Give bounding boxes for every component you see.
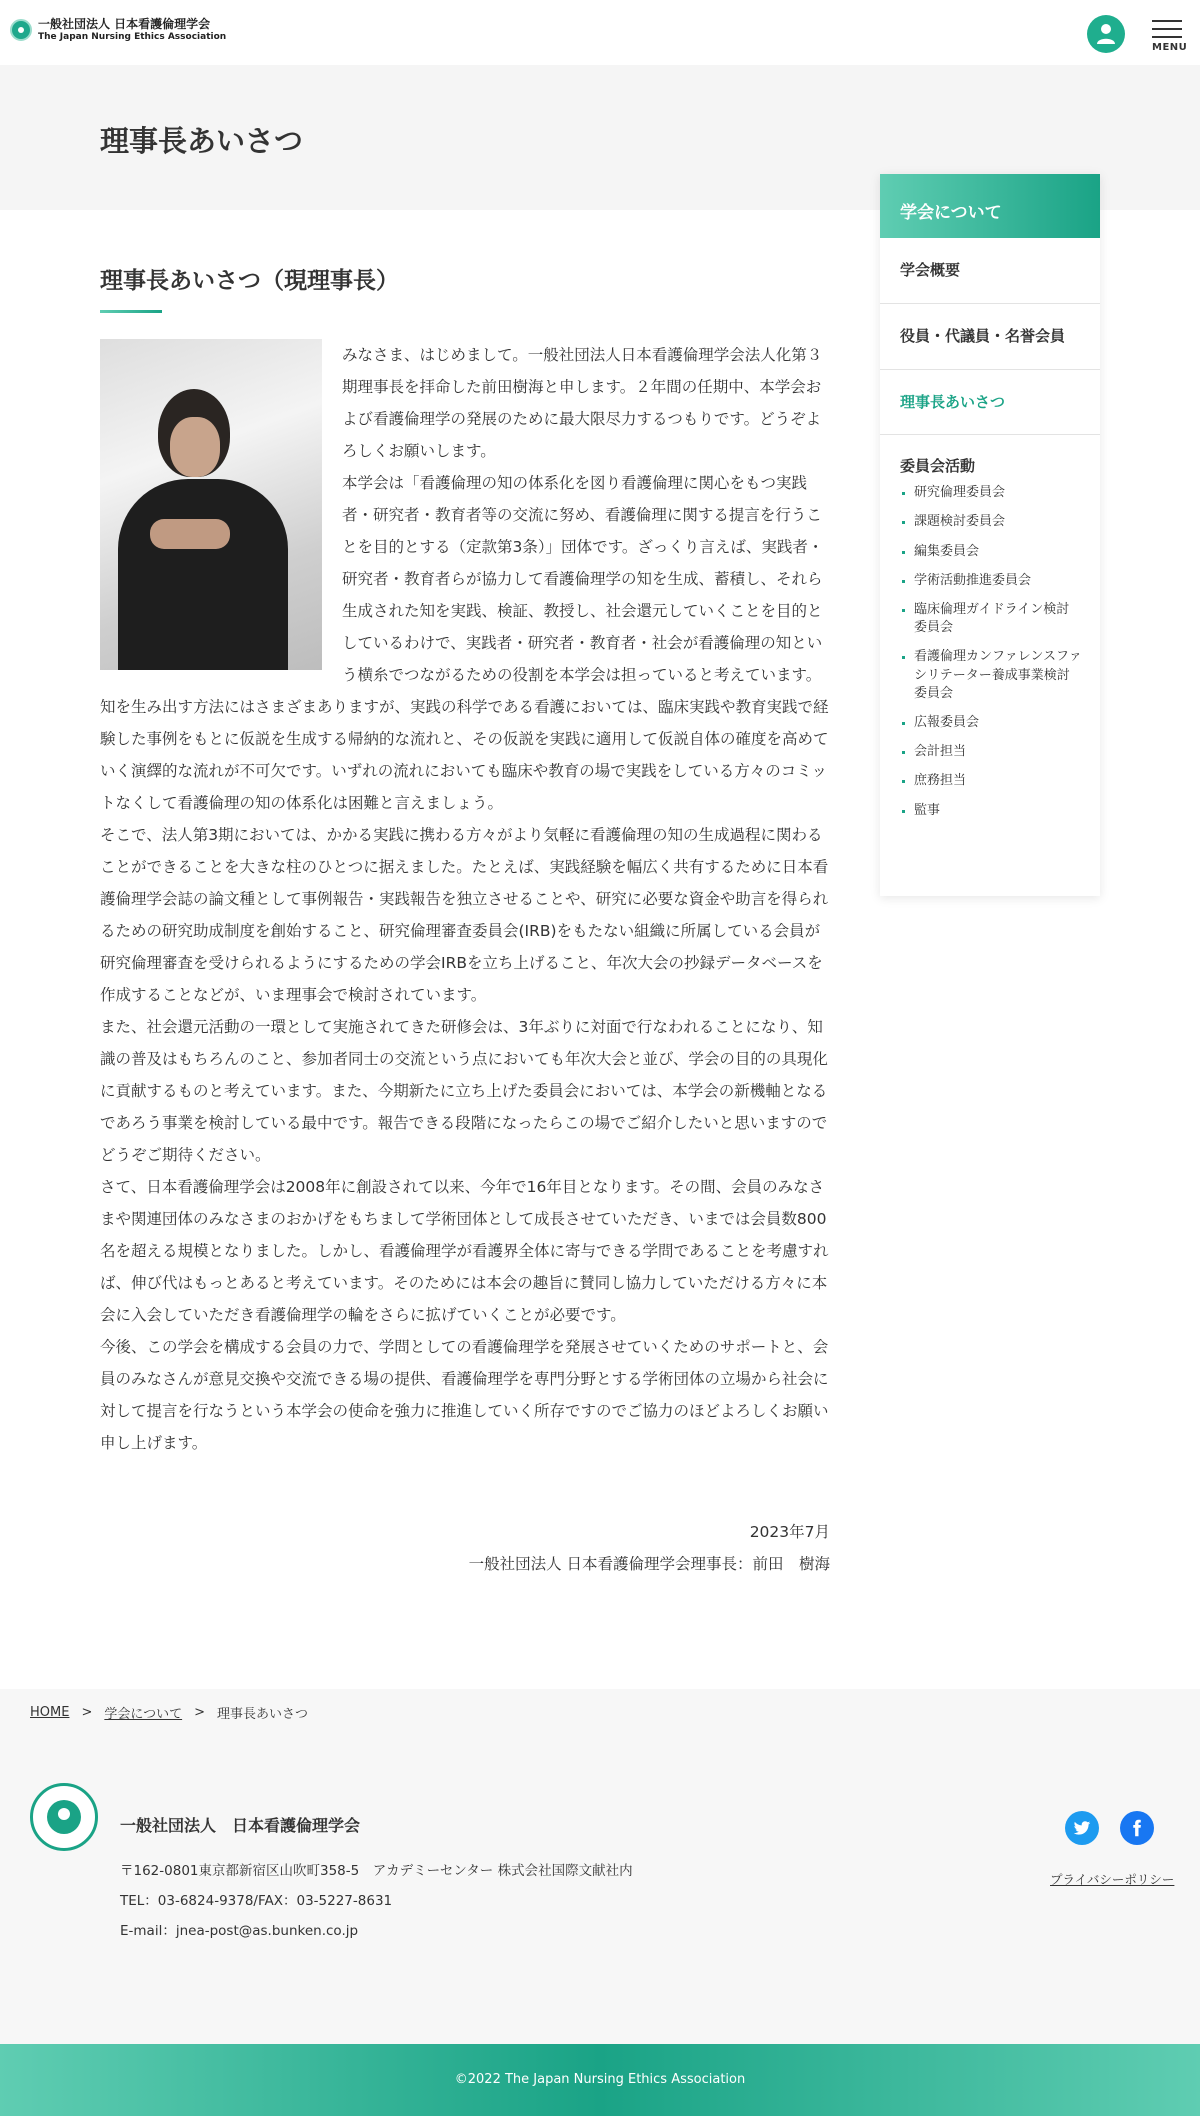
greeting-body <box>100 339 830 1459</box>
menu-label: MENU <box>1152 42 1188 53</box>
logo-english: The Japan Nursing Ethics Association <box>38 31 227 42</box>
photo-hands <box>150 519 230 549</box>
facebook-button[interactable] <box>1120 1811 1154 1845</box>
section-underline <box>100 310 162 313</box>
footer-logo-seal[interactable] <box>30 1783 98 1851</box>
sidebar-subitem-research-ethics[interactable]: 研究倫理委員会 <box>900 484 1082 502</box>
greeting-paragraph: さて、日本看護倫理学会は2008年に創設されて以来、今年で16年目となります。その間、会員のみなさまや関連団体のみなさまのおかげをもちまして学術団体として成長させていただき、いまでは会員数800名を超える規模となりました。しかし、看護倫理学が看護界全体に寄与できる学問であることを考慮すれば、伸び代はもっとあると考えています。そのためには本会の趣旨に賛同し協力していただける方々に本会に入会していただき看護倫理学の輪をさらに拡げていくことが必要です。 <box>100 1178 829 1324</box>
user-icon <box>1096 23 1116 45</box>
greeting-paragraph: 知を生み出す方法にはさまざまありますが、実践の科学である看護においては、臨床実践や教育実践で経験した事例をもとに仮説を生成する帰納的な流れと、その仮説を実践に適用して仮説自体の確度を高めていく演繹的な流れが不可欠です。いずれの流れにおいても臨床や教育の場で実践をしている方々のコミットなくして看護倫理の知の体系化は困難と言えましょう。 <box>100 698 829 812</box>
member-login-button[interactable] <box>1087 15 1125 53</box>
twitter-icon <box>1073 1819 1091 1837</box>
sidebar-subitem-general-affairs[interactable]: 庶務担当 <box>900 772 1082 790</box>
copyright-band <box>0 2044 1200 2116</box>
chairman-photo <box>100 339 322 670</box>
sidebar-committee-list <box>880 476 1100 819</box>
sidebar-subitem-clinical-guideline[interactable]: 臨床倫理ガイドライン検討委員会 <box>900 601 1082 637</box>
photo-body <box>118 479 288 670</box>
sidebar-committees-title[interactable]: 委員会活動 <box>900 457 976 476</box>
greeting-paragraph: また、社会還元活動の一環として実施されてきた研修会は、3年ぶりに対面で行なわれることになり、知識の普及はもちろんのこと、参加者同士の交流という点においても年次大会と並び、学会の目的の具現化に貢献するものと考えています。また、今期新たに立ち上げた委員会においては、本学会の新機軸となるであろう事業を検討している最中です。報告できる段階になったらこの場でご紹介したいと思いますのでどうぞご期待ください。 <box>100 1018 828 1164</box>
breadcrumb-parent[interactable]: 学会について <box>104 1707 183 1722</box>
sidebar-subitem-academic[interactable]: 学術活動推進委員会 <box>900 572 1082 590</box>
greeting-signature: 一般社団法人 日本看護倫理学会理事長：前田 樹海 <box>468 1555 830 1573</box>
breadcrumb-home[interactable]: HOME <box>30 1705 70 1720</box>
sidebar-subitem-auditor[interactable]: 監事 <box>900 802 1082 820</box>
sidebar-subitem-issues[interactable]: 課題検討委員会 <box>900 513 1082 531</box>
site-logo[interactable] <box>10 18 226 42</box>
hamburger-icon-bar <box>1152 36 1182 38</box>
sidebar-heading[interactable]: 学会について <box>880 174 1100 238</box>
logo-mark-icon <box>10 19 32 41</box>
sidebar-subitem-pr[interactable]: 広報委員会 <box>900 714 1082 732</box>
logo-japanese: 一般社団法人 日本看護倫理学会 <box>38 17 211 31</box>
logo-text <box>38 18 226 42</box>
breadcrumb-band <box>0 1689 1200 1733</box>
sidebar-subitem-conference-facilitator[interactable]: 看護倫理カンファレンスファシリテーター養成事業検討委員会 <box>900 648 1082 703</box>
greeting-paragraph: 本学会は「看護倫理の知の体系化を図り看護倫理に関心をもつ実践者・研究者・教育者等の交流に努め、看護倫理に関する提言を行うことを目的とする（定款第3条）」団体です。ざっくり言えば、実践者・研究者・教育者らが協力して看護倫理学の知を生成、蓄積し、それら生成された知を実践、検証、教授し、社会還元していくことを目的としているわけで、実践者・研究者・教育者・社会が看護倫理の知という横糸でつながるための役割を本学会は担っていると考えています。 <box>342 474 824 684</box>
photo-face <box>170 417 220 477</box>
section-title: 理事長あいさつ（現理事長） <box>100 268 399 294</box>
footer-email[interactable]: E-mail：jnea-post@as.bunken.co.jp <box>120 1923 359 1939</box>
facebook-icon <box>1128 1819 1146 1837</box>
twitter-button[interactable] <box>1065 1811 1099 1845</box>
greeting-paragraph: みなさま、はじめまして。一般社団法人日本看護倫理学会法人化第３期理事長を拝命した前田樹海と申します。２年間の任期中、本学会および看護倫理学の発展のために最大限尽力するつもりです。どうぞよろしくお願いします。 <box>342 346 823 460</box>
footer-address: 〒162-0801東京都新宿区山吹町358-5 アカデミーセンター 株式会社国際文献社内 <box>120 1863 633 1879</box>
sidebar-item-officers[interactable]: 役員・代議員・名誉会員 <box>880 304 1100 370</box>
sidebar-subitem-accounting[interactable]: 会計担当 <box>900 743 1082 761</box>
privacy-policy-link[interactable]: プライバシーポリシー <box>1050 1872 1175 1887</box>
site-header <box>0 0 1200 65</box>
hamburger-icon <box>1152 20 1182 22</box>
menu-button[interactable] <box>1150 18 1188 54</box>
footer-org-name: 一般社団法人 日本看護倫理学会 <box>120 1816 361 1835</box>
sidebar-item-overview[interactable]: 学会概要 <box>880 238 1100 304</box>
greeting-paragraph: 今後、この学会を構成する会員の力で、学問としての看護倫理学を発展させていくためのサポートと、会員のみなさんが意見交換や交流できる場の提供、看護倫理学を専門分野とする学術団体の立場から社会に対して提言を行なうという本学会の使命を強力に推進していく所存ですのでご協力のほどよろしくお願い申し上げます。 <box>100 1338 829 1452</box>
footer-tel-fax: TEL：03-6824-9378/FAX：03-5227-8631 <box>120 1893 393 1909</box>
copyright-text: ©2022 The Japan Nursing Ethics Association <box>454 2072 746 2087</box>
sidebar-subitem-editorial[interactable]: 編集委員会 <box>900 543 1082 561</box>
breadcrumb-separator: > <box>194 1705 206 1720</box>
breadcrumb-separator: > <box>81 1705 93 1720</box>
breadcrumb <box>30 1703 308 1722</box>
greeting-paragraph: そこで、法人第3期においては、かかる実践に携わる方々がより気軽に看護倫理の知の生成過程に関わることができることを大きな柱のひとつに据えました。たとえば、実践経験を幅広く共有するために日本看護倫理学会誌の論文種として事例報告・実践報告を独立させることや、研究に必要な資金や助言を得られるための研究助成制度を創始すること、研究倫理審査委員会(IRB)をもたない組織に所属している会員が研究倫理審査を受けられるようにするための学会IRBを立ち上げること、年次大会の抄録データベースを作成することなどが、いま理事会で検討されています。 <box>100 826 829 1004</box>
hamburger-icon-bar <box>1152 28 1182 30</box>
sidebar <box>880 174 1100 896</box>
page-title: 理事長あいさつ <box>100 124 304 158</box>
site-footer <box>0 1733 1200 2045</box>
breadcrumb-current: 理事長あいさつ <box>217 1707 309 1722</box>
greeting-date: 2023年7月 <box>749 1523 830 1541</box>
sidebar-item-greeting[interactable]: 理事長あいさつ <box>880 370 1100 436</box>
